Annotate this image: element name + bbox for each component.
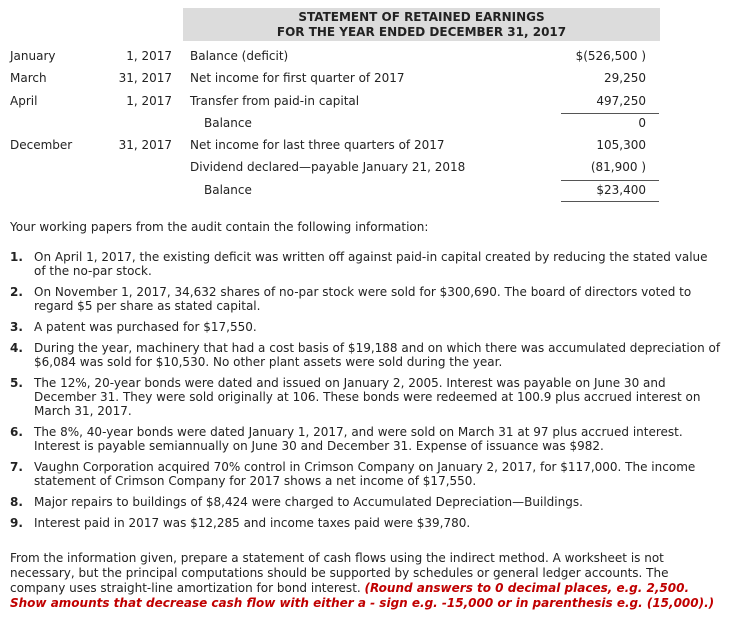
item-text: Major repairs to buildings of $8,424 were charged to Accumulated Depreciation—Buildings. — [34, 495, 583, 509]
row-amount: 29,250 — [604, 71, 646, 85]
statement-row — [0, 135, 730, 155]
statement-row — [0, 46, 730, 66]
instructions-text: From the information given, prepare a statement of cash flows using the indirect method. A worksheet is not necessary, but the principal computations should be supported by schedules or general ledger accounts. The company uses straight-line amortization for bond interest. — [10, 551, 669, 595]
row-day: 1, 2017 — [126, 49, 172, 63]
list-item — [10, 460, 722, 488]
list-item — [10, 376, 722, 418]
row-description: Net income for first quarter of 2017 — [190, 71, 405, 85]
row-month: March — [10, 71, 47, 85]
row-description: Dividend declared—payable January 21, 2018 — [190, 160, 466, 174]
row-day: 1, 2017 — [126, 94, 172, 108]
row-day: 31, 2017 — [118, 138, 172, 152]
row-amount: $(526,500 ) — [575, 49, 646, 63]
statement-header — [183, 8, 660, 41]
statement-row — [0, 68, 730, 88]
row-month: April — [10, 94, 38, 108]
row-month: December — [10, 138, 73, 152]
item-number: 1. — [10, 250, 23, 264]
statement-row — [0, 180, 730, 200]
row-amount: 105,300 — [596, 138, 646, 152]
list-item — [10, 285, 722, 313]
statement-row — [0, 113, 730, 133]
item-number: 5. — [10, 376, 23, 390]
statement-row — [0, 91, 730, 111]
statement-subtitle: FOR THE YEAR ENDED DECEMBER 31, 2017 — [276, 25, 567, 39]
row-amount: 497,250 — [596, 94, 646, 108]
list-item — [10, 495, 722, 509]
item-number: 9. — [10, 516, 23, 530]
row-month: January — [10, 49, 56, 63]
intro-text: Your working papers from the audit contain the following information: — [10, 220, 429, 234]
list-item — [10, 516, 722, 530]
row-description: Transfer from paid-in capital — [190, 94, 360, 108]
row-description: Balance — [204, 116, 252, 130]
item-text: Vaughn Corporation acquired 70% control in Crimson Company on January 2, 2017, for $117,000. The income statement of Crimson Company for 2017 shows a net income of $17,550. — [34, 460, 696, 488]
item-text: During the year, machinery that had a cost basis of $19,188 and on which there was accumulated depreciation of $6,084 was sold for $10,530. No other plant assets were sold during the year. — [34, 341, 721, 369]
item-text: The 8%, 40-year bonds were dated January 1, 2017, and were sold on March 31 at 97 plus accrued interest. Interest is payable semiannually on June 30 and December 31. Expense of issuance was $982. — [34, 425, 683, 453]
row-amount: $23,400 — [596, 183, 646, 197]
item-number: 6. — [10, 425, 23, 439]
item-number: 4. — [10, 341, 23, 355]
list-item — [10, 341, 722, 369]
item-number: 7. — [10, 460, 23, 474]
item-number: 2. — [10, 285, 23, 299]
item-text: On November 1, 2017, 34,632 shares of no-par stock were sold for $300,690. The board of directors voted to regard $5 per share as stated capital. — [34, 285, 692, 313]
item-text: On April 1, 2017, the existing deficit was written off against paid-in capital created by reducing the stated value of the no-par stock. — [34, 250, 708, 278]
item-text: Interest paid in 2017 was $12,285 and income taxes paid were $39,780. — [34, 516, 471, 530]
row-day: 31, 2017 — [118, 71, 172, 85]
list-item — [10, 250, 722, 278]
row-amount: (81,900 ) — [590, 160, 646, 174]
instructions — [10, 551, 722, 611]
list-item — [10, 425, 722, 453]
statement-title: STATEMENT OF RETAINED EARNINGS — [298, 10, 545, 24]
rounding-note: (Round answers to 0 decimal places, e.g. 2,500. Show amounts that decrease cash flow with either a - sign e.g. -15,000 or in parenthesis e.g. (15,000).) — [10, 581, 715, 610]
list-item — [10, 320, 722, 334]
row-amount: 0 — [638, 116, 646, 130]
item-number: 8. — [10, 495, 23, 509]
item-number: 3. — [10, 320, 23, 334]
statement-row — [0, 157, 730, 177]
item-text: A patent was purchased for $17,550. — [34, 320, 257, 334]
row-description: Balance (deficit) — [190, 49, 289, 63]
row-description: Net income for last three quarters of 2017 — [190, 138, 445, 152]
information-list — [10, 250, 722, 537]
total-rule — [561, 201, 659, 202]
row-description: Balance — [204, 183, 252, 197]
item-text: The 12%, 20-year bonds were dated and issued on January 2, 2005. Interest was payable on June 30 and December 31. They were sold originally at 106. These bonds were redeemed at 100.9 plus accrued interest on March 31, 2017. — [34, 376, 701, 418]
